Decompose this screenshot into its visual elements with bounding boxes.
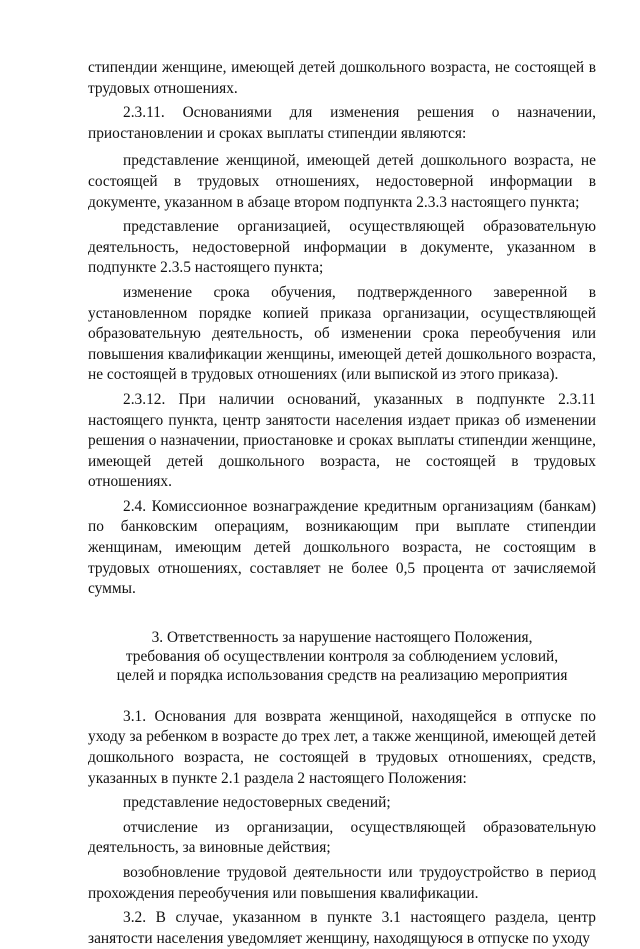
section-heading-line-2: требования об осуществлении контроля за соблюдением условий,	[125, 647, 559, 665]
paragraph-ground-2: отчисление из организации, осуществляющей образовательную деятельность, за виновные действия;	[88, 818, 596, 857]
paragraph-basis-3: изменение срока обучения, подтвержденного заверенной в установленном порядке копией приказа организации, осуществляющей образовательную деятельность, об изменении срока переобучения или повышения квалификации женщины, имеющей детей дошкольного возраста, не состоящей в трудовых отношениях (или выпиской из этого приказа).	[88, 283, 596, 384]
paragraph-continuation: стипендии женщине, имеющей детей дошкольного возраста, не состоящей в трудовых отношениях.	[88, 59, 596, 97]
paragraph-2-4: 2.4. Комиссионное вознаграждение кредитным организациям (банкам) по банковским операциям, возникающим при выплате стипендии женщинам, имеющим детей дошкольного возраста, не состоящим в трудовых отношениях, составляет не более 0,5 процента от зачисляемой суммы.	[88, 497, 596, 598]
paragraph-2-3-12: 2.3.12. При наличии оснований, указанных в подпункте 2.3.11 настоящего пункта, центр занятости населения издает приказ об изменении решения о назначении, приостановке и сроках выплаты стипендии женщине, имеющей детей дошкольного возраста, не состоящей в трудовых отношениях.	[88, 390, 596, 491]
paragraph-basis-1: представление женщиной, имеющей детей дошкольного возраста, не состоящей в трудовых отношениях, недостоверной информации в документе, указанном в абзаце втором подпункта 2.3.3 настоящего пункта;	[88, 152, 596, 211]
paragraph-basis-2: представление организацией, осуществляющей образовательную деятельность, недостоверной информации в документе, указанном в подпункте 2.3.5 настоящего пункта;	[88, 218, 596, 277]
paragraph-ground-1: представление недостоверных сведений;	[123, 794, 391, 812]
paragraph-3-1: 3.1. Основания для возврата женщиной, находящейся в отпуске по уходу за ребенком в возрасте до трех лет, а также женщиной, имеющей детей дошкольного возраста, не состоящей в трудовых отношениях, средств, указанных в пункте 2.1 раздела 2 настоящего Положения:	[88, 707, 596, 787]
paragraph-3-2: 3.2. В случае, указанном в пункте 3.1 настоящего раздела, центр занятости населения уведомляет женщину, находящуюся в отпуске по уходу	[88, 909, 596, 947]
section-heading-line-1: 3. Ответственность за нарушение настоящего Положения,	[151, 628, 533, 646]
paragraph-ground-3: возобновление трудовой деятельности или трудоустройство в период прохождения переобучения или повышения квалификации.	[88, 864, 596, 902]
section-3-heading	[88, 628, 596, 685]
section-heading-line-3: целей и порядка использования средств на реализацию мероприятия	[116, 666, 568, 684]
paragraph-2-3-11: 2.3.11. Основаниями для изменения решения о назначении, приостановлении и сроках выплаты стипендии являются:	[88, 104, 596, 142]
